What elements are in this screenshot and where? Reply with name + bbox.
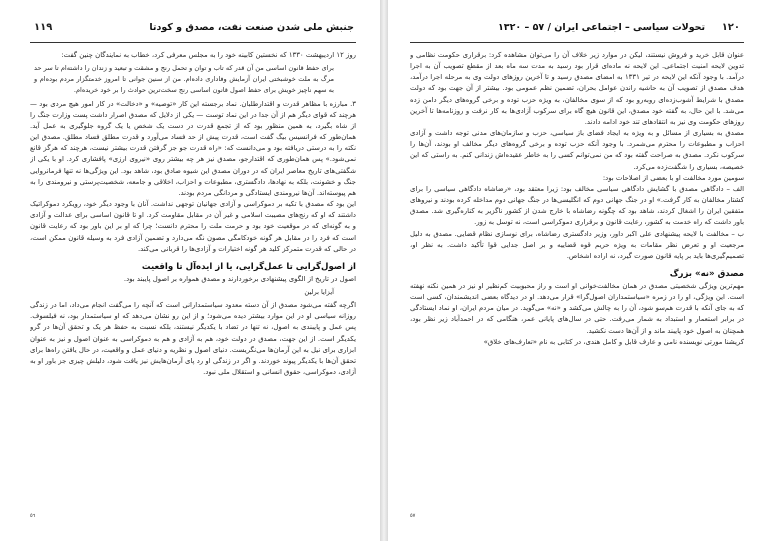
paragraph: سومین مورد مخالفت او با بعضی از اصلاحات بود: (602, 173, 744, 182)
footnote-marker: ٥٦ (30, 512, 36, 519)
block-quote: برای حفظ قانون اساسی من آن قدر که تاب و توان و تحمل رنج و مشقت و تبعید و زندان را داشته‌ام تا سر حد مرگ به ملت خوشبختی ایران آزمایش وفاداری داده‌ام. من از سنین جوانی تا امروز خدمتگزار مردم بوده‌ام و به سهم ناچیز خویش برای حفظ اصول قانون اساسی رنج سخت‌ترین حوادث را بر خود خریده‌ام. (34, 64, 334, 95)
paragraph: ۳. مبارزه با مظاهر قدرت و اقتدارطلبان. نماد برجسته این کار «توصیه» و «دخالت» در کار امور هیچ مردی بود — هرچند که قوای دیگر هم از آن جدا در این نماد توست — یکی از دلایل که مصدق اصرار داشت پست وزارت جنگ را از شاه بگیرد، به همین منظور بود که از تجمع قدرت در دست یک شخص یا یک گروه جلوگیری به عمل آید. همان‌طور که فرانسیس بیگ گفت است، قدرت پیش از حد فساد می‌آورد و قدرت مطلق فساد مطلق. مصدق این نکته را به درستی دریافته بود و می‌دانست که: «راه قدرت‌ جو جز گرفتن قدرت بیشتر نیست، هرچند که هرگز قانع نمی‌شود.» پس همان‌طوری که اقتدارجو، مصدق نیز هر چه بیشتر روی «نیروی ارزی» پافشاری کرد. او با یکی از شگفتی‌های تاریخ معاصر ایران که در دوران مصدق این شیوه صادق بود، شاهد بود. این ویژگی‌ها نه تنها فرمانروایی جنگ و خشونت، بلکه به نهادها، دادگستری، مطبوعات و احزاب، اخلاقی و جامعه، شخصیت‌پرستی و نیرومندی را به هم پیوسته‌اند. آن‌ها نیرومندی ایستادگی و مردانگی مردم بودند. (30, 99, 356, 197)
paragraph: عنوان قابل خرید و فروش نیستند، لیکن در موارد زیر خلاف آن را می‌توان مشاهده کرد: برقراری حکومت نظامی و تدوین لایحه امنیت اجتماعی. این لایحه نه ماده‌ای قرار بود رسید به مدت سه ماه بعد از مقطع تصویب آن به اجرا درآمد. با وجود آنکه این لایحه در تیر ۱۳۳۱ به امضای مصدق رسید و تا آخرین روزهای دولت وی به مرحله اجرا درآمد، هدف مصدق از تصویب آن به حاشیه راندن عوامل بحران، تضمین نظم عمومی بود. بیشتر از آن جهت بود که دولت مصدق با شرایط آشوب‌زده‌ای روبه‌رو بود که از سوی مخالفان، به ویژه حزب توده و برخی گروه‌های دیگر دامن زده می‌شد. با این حال، به گفته خود مصدق، این قانون هیچ گاه برای سرکوب آزادی‌ها به کار نرفت و روزنامه‌ها تا آخرین روزهای حکومت وی نیز به انتقادهای تند خود ادامه دادند. (410, 51, 744, 126)
paragraph: الف – دادگاهی مصدق با گشایش دادگاهی سیاسی مخالف بود: زیرا معتقد بود، «رضاشاه دادگاهی سیاسی را برای کشتار مخالفان به کار گرفت.» او در جنگ جهانی دوم که انگلیسی‌ها در جنگ جهانی دوم مداخله کرده بودند و نیروهای متفقین ایران را اشغال کردند، شاهد بود که چگونه رضاشاه با خارج شدن از کشور ناگزیر به کناره‌گیری شد. مصدق باور داشت که راه خدمت به کشور، رعایت قانون و برقراری دموکراسی است، نه توسل به زور. (410, 184, 744, 227)
left-page (0, 0, 380, 541)
book-gutter (380, 0, 388, 541)
right-page-body (410, 50, 744, 520)
left-running-header: جنبش ملی شدن صنعت نفت، مصدق و کودتا (149, 22, 354, 33)
paragraph: مهم‌ترین ویژگی شخصیتی مصدق در همان مخالفت‌خوانی او است و راز محبوبیت کم‌نظیر او نیز در همین نکته نهفته است. این ویژگی، او را در زمره «سیاستمداران اصول‌گرا» قرار می‌دهد. او در دیدگاه بعضی اندیشمندان، کسی است که به جای آنکه با قدرت هم‌سو شود، آن را به چالش می‌کشد و «نه» می‌گوید. در میان مردم ایران، او نماد ایستادگی در برابر استعمار و استبداد به شمار می‌رفت. حتی در سال‌های پایانی عمر، هنگامی که در احمدآباد زیر نظر بود، همچنان به اصول خود پایبند ماند و از آن‌ها دست نکشید. (410, 281, 744, 335)
paragraph: این بود که مصدق با تکیه بر دموکراسی و آزادی جهانیان توجهی نداشت. آنان با وجود دیگر خود، رویکرد دموکراتیک داشتند که او که رنج‌های مصیبت اسلامی و غیر آن در مقابل مقاومت کرد. او تا قانون اساسی برای عدالت و آزادی و به گونه‌ای که در موقعیت خود بود و حرمت ملت را محترم دانست؛ چرا که او بر این باور بود که رعایت قانون است که فرد را در مقابل هر گونه خودکامگی مصون نگه می‌دارد و تضمین آزادی فرد به وسیله قانون ممکن است، در حالی که قدرت متمرکز کلید هر گونه اختیارات و آزادی‌ها را قربانی می‌کند. (30, 200, 356, 253)
paragraph: روز ۱۲ اردیبهشت ۱۳۳۰ که نخستین کابینه خود را به مجلس معرفی کرد، خطاب به نمایندگان چنین گفت: (61, 51, 356, 59)
right-page-number: ١٢٠ (721, 22, 740, 33)
section-heading: از اصول‌گرایی تا عمل‌گرایی، یا از ایده‌آل تا واقعیت (141, 261, 356, 272)
section-heading: مصدق «نه» بزرگ (669, 268, 744, 279)
right-page (388, 0, 768, 541)
footnote-marker: ٥٧ (410, 512, 416, 519)
paragraph: کریشنا مورتی نویسنده نامی و عارف قابل و کامل هندی، در کتابی به نام «تعارف‌های خلاق» (483, 337, 744, 346)
paragraph: مصدق به بسیاری از مسائل و به ویژه به ایجاد فضای باز سیاسی، حزب و سازمان‌های مدنی توجه داشت و آزادی احزاب و مطبوعات را محترم می‌شمرد. با وجود آنکه حزب توده و برخی گروه‌های دیگر مخالف او بودند، آن‌ها را سرکوب نکرد. مصدق به صراحت گفته بود که من نمی‌توانم کسی را به خاطر عقیده‌اش زندانی کنم. به راستی که این خصیصه، بسیاری را شگفت‌زده می‌کرد. (410, 129, 744, 171)
paragraph: ب – مخالفت با لایحه پیشنهادی علی اکبر داور، وزیر دادگستری رضاشاه، برای نوسازی نظام قضایی. مصدق به دلیل مرجعیت او و تعرض نظر مقامات به ویژه حریم قوه قضاییه و بر اصل جدایی قوا تأکید داشت. به نظر او، تصمیم‌گیری‌ها باید بر پایه قانون صورت گیرد، نه اراده اشخاص. (410, 229, 744, 260)
paragraph: اگرچه گفته می‌شود مصدق از آن دسته معدود سیاستمدارانی است که آنچه را می‌گفت انجام می‌داد، اما در زندگی روزانه سیاسی او در این موارد بیشتر دیده می‌شود؛ و از این رو نشان می‌دهد که او سیاستمدار بود، نه فیلسوف. پس عمل و پایبندی به اصول، نه تنها در تضاد با یکدیگر نیستند، بلکه نسبت به حفظ هر یک و تحقق آن‌ها در گرو یکدیگر است. از این جهت، مصدق در دولت خود، هم به آزادی و هم به دموکراسی به عنوان اصول و نیز به عنوان ابزاری برای نیل به این آرمان‌ها می‌نگریست. دنیای اصول و نظریه و دنیای عمل و واقعیت، در حال یافتن راه‌ها برای تحقق آن‌ها با یکدیگر پیوند خوردند. و اگر در زندگی او رد پای آرمان‌هایش نیز یافت شود، دلیلش چیزی جز باور او به آزادی، دموکراسی، حقوق انسانی و استقلال ملی نبود. (30, 301, 356, 377)
left-header-rule (30, 42, 356, 43)
paragraph: اصول در تاریخ از الگوی پیشنهادی برخوردارند و مصدق همواره بر اصول پایبند بود. (123, 274, 356, 283)
right-running-header: تحولات سیاسی – اجتماعی ایران / ۵۷ – ۱۳۲۰ (498, 22, 706, 33)
block-quote: آیزایا برلین (304, 287, 334, 296)
left-page-body (30, 50, 356, 520)
left-page-number: ١١٩ (34, 22, 53, 33)
right-header-rule (410, 42, 744, 43)
